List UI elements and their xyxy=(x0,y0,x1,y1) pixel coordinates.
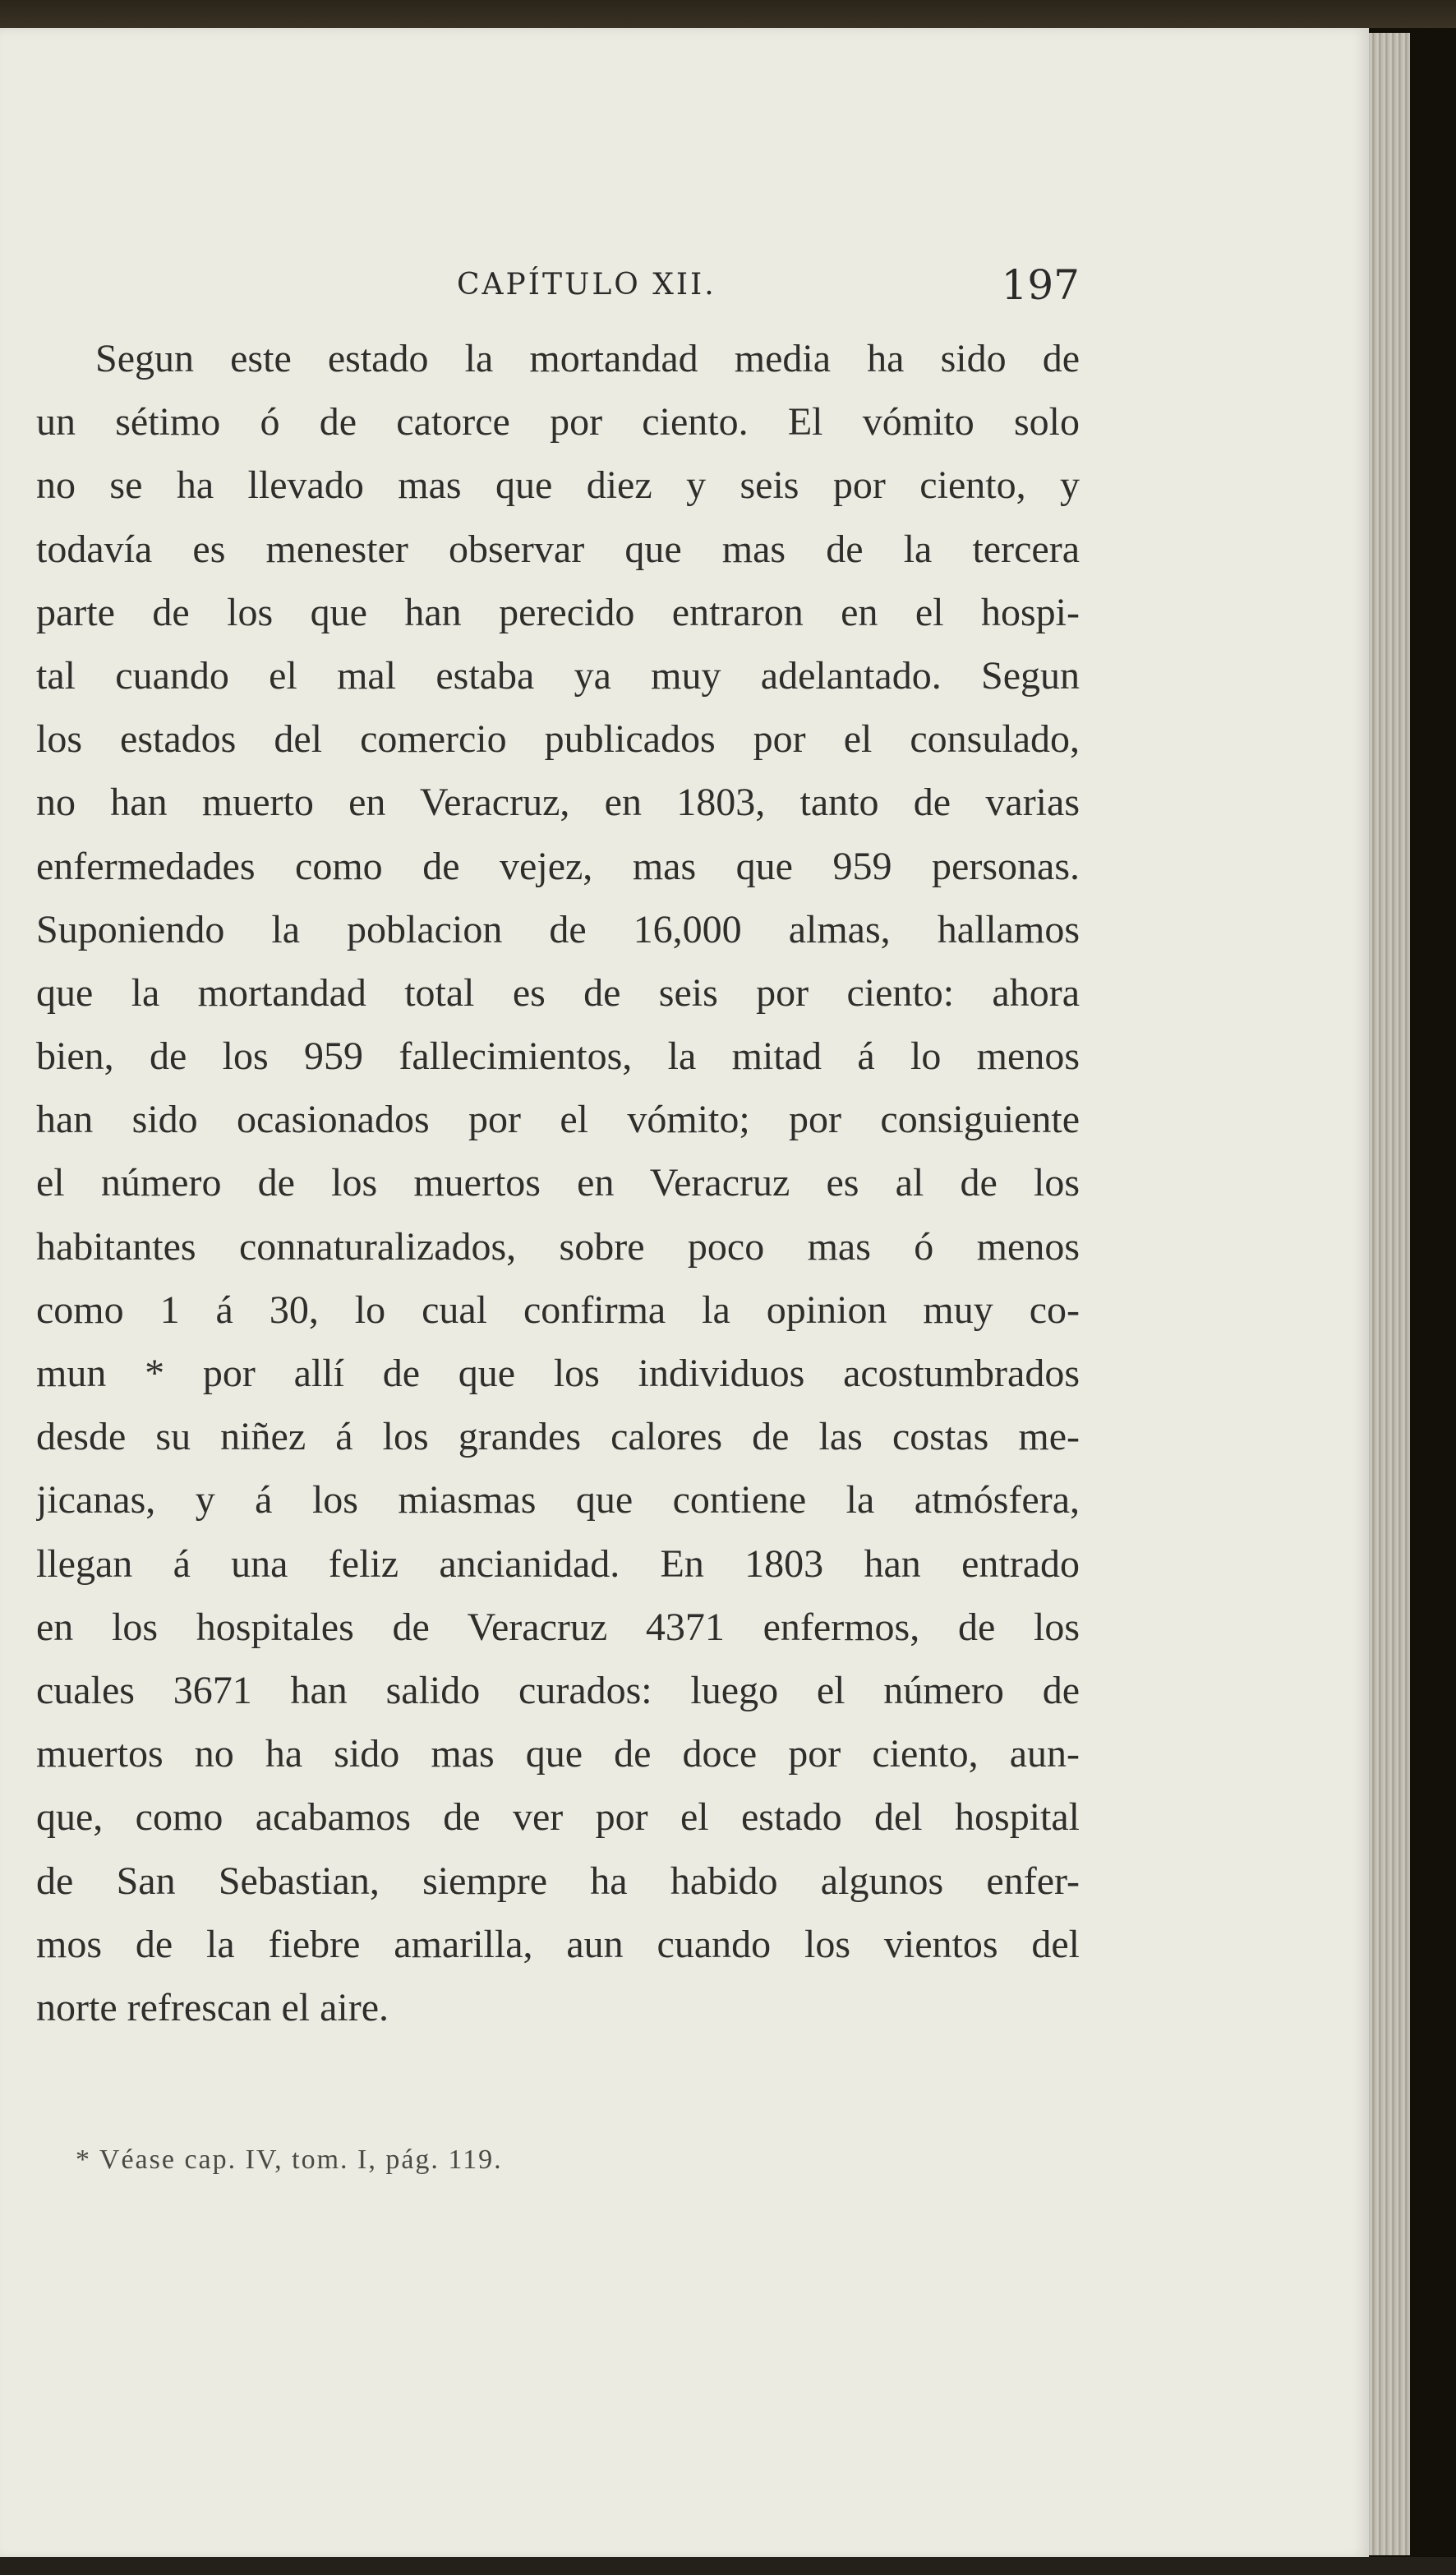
text-line: Segun este estado la mortandad media ha sido de xyxy=(95,337,1080,380)
text-line: habitantes connaturalizados, sobre poco mas ó menos xyxy=(36,1224,1080,1269)
text-line: mun * por allí de que los individuos acostumbrados xyxy=(36,1352,1080,1395)
footnote: * Véase cap. IV, tom. I, pág. 119. xyxy=(76,2144,503,2175)
text-line: Suponiendo la poblacion de 16,000 almas, hallamos xyxy=(36,907,1080,951)
text-line: parte de los que han perecido entraron en el hospi- xyxy=(36,590,1080,634)
text-line: bien, de los 959 fallecimientos, la mitad á lo menos xyxy=(36,1034,1080,1079)
scan-top-border xyxy=(0,0,1456,28)
text-line: un sétimo ó de catorce por ciento. El vómito solo xyxy=(36,400,1080,445)
chapter-heading: CAPÍTULO XII. xyxy=(457,268,716,302)
text-line: desde su niñez á los grandes calores de las costas me- xyxy=(36,1415,1080,1459)
text-line: no se ha llevado mas que diez y seis por ciento, y xyxy=(36,463,1080,508)
text-line: de San Sebastian, siempre ha habido algunos enfer- xyxy=(36,1859,1080,1903)
text-line: el número de los muertos en Veracruz es al de los xyxy=(36,1161,1080,1205)
text-line: como 1 á 30, lo cual confirma la opinion muy co- xyxy=(36,1288,1080,1332)
scan-bottom-border xyxy=(0,2557,1456,2575)
text-line: que, como acabamos de ver por el estado del hospital xyxy=(36,1795,1080,1840)
body-paragraph xyxy=(36,327,1080,2039)
text-line: enfermedades como de vejez, mas que 959 personas. xyxy=(36,844,1080,888)
text-line: todavía es menester observar que mas de la tercera xyxy=(36,527,1080,571)
text-line: llegan á una feliz ancianidad. En 1803 han entrado xyxy=(36,1541,1080,1586)
text-line: mos de la fiebre amarilla, aun cuando los vientos del xyxy=(36,1922,1080,1966)
text-line: en los hospitales de Veracruz 4371 enfermos, de los xyxy=(36,1605,1080,1649)
text-line: han sido ocasionados por el vómito; por consiguiente xyxy=(36,1098,1080,1142)
text-line: cuales 3671 han salido curados: luego el número de xyxy=(36,1668,1080,1712)
text-line: los estados del comercio publicados por el consulado, xyxy=(36,717,1080,762)
text-line: no han muerto en Veracruz, en 1803, tanto de varias xyxy=(36,781,1080,825)
text-line: muertos no ha sido mas que de doce por ciento, aun- xyxy=(36,1732,1080,1776)
text-line: que la mortandad total es de seis por ciento: ahora xyxy=(36,970,1080,1015)
text-line: jicanas, y á los miasmas que contiene la atmósfera, xyxy=(36,1478,1080,1522)
text-line: norte refrescan el aire. xyxy=(36,1985,389,2029)
page-number: 197 xyxy=(1001,261,1080,309)
running-header xyxy=(36,261,1080,311)
page-stack-edge xyxy=(1369,33,1410,2555)
text-line: tal cuando el mal estaba ya muy adelantado. Segun xyxy=(36,653,1080,698)
